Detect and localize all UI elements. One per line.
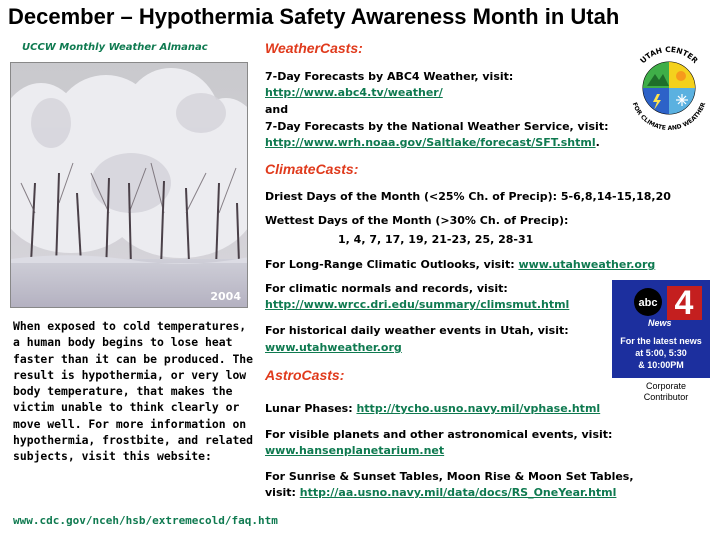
sunrise-text: For Sunrise & Sunset Tables, Moon Rise & Moon Set Tables, [265, 470, 634, 483]
astrocasts-heading: AstroCasts: [265, 367, 345, 383]
logo-bottom-text: FOR CLIMATE AND WEATHER [630, 101, 708, 132]
page-title: December – Hypothermia Safety Awareness Month in Utah [8, 4, 620, 29]
ad-line-3: & 10:00PM [638, 360, 684, 370]
sunrise-visit-text: visit: [265, 486, 296, 499]
wettest-days-text: Wettest Days of the Month (>30% Ch. of Precip): [265, 214, 569, 227]
lunar-line [265, 402, 600, 415]
hypothermia-text: When exposed to cold temperatures, a human body begins to lose heat faster than it can be produced. The result is hypothermia, or very low body temperature, that makes the victim unable to think clearly or move well. For more information on hypothermia, frostbite, and related subjects, visit this website: [13, 319, 254, 464]
normals-link[interactable]: http://www.wrcc.dri.edu/summary/climsmut.html [265, 298, 570, 311]
wettest-days-list: 1, 4, 7, 17, 19, 21-23, 25, 28-31 [338, 233, 534, 246]
driest-days-text: Driest Days of the Month (<25% Ch. of Precip): 5-6,8,14-15,18,20 [265, 190, 671, 203]
lunar-link[interactable]: http://tycho.usno.navy.mil/vphase.html [356, 402, 601, 415]
longrange-text: For Long-Range Climatic Outlooks, visit: [265, 258, 515, 271]
nws-link-line [265, 136, 600, 149]
nws-forecast-text: 7-Day Forecasts by the National Weather Service, visit: [265, 120, 609, 133]
corporate-contributor-label: Corporate Contributor [643, 381, 689, 402]
abc4-forecast-text: 7-Day Forecasts by ABC4 Weather, visit: [265, 70, 514, 83]
sunrise-link[interactable]: http://aa.usno.navy.mil/data/docs/RS_OneYear.html [299, 486, 617, 499]
cdc-link[interactable]: www.cdc.gov/nceh/hsb/extremecold/faq.htm [13, 514, 278, 527]
historical-link[interactable]: www.utahweather.org [265, 341, 402, 354]
nws-link[interactable]: http://www.wrh.noaa.gov/Saltlake/forecast/SFT.shtml [265, 136, 596, 149]
historical-text: For historical daily weather events in Utah, visit: [265, 324, 569, 337]
abc4-news-ad[interactable] [612, 280, 710, 378]
almanac-label: UCCW Monthly Weather Almanac [22, 42, 208, 53]
lunar-text: Lunar Phases: [265, 402, 353, 415]
planets-link[interactable]: www.hansenplanetarium.net [265, 444, 445, 457]
svg-text:abc: abc [638, 297, 658, 309]
ad-line-2: at 5:00, 5:30 [635, 348, 687, 358]
nws-period: . [595, 136, 600, 149]
sunrise-link-line [265, 486, 616, 499]
photo-year: 2004 [210, 290, 241, 303]
weathercasts-heading: WeatherCasts: [265, 40, 363, 56]
normals-text: For climatic normals and records, visit: [265, 282, 508, 295]
ad-line-1: For the latest news [620, 336, 702, 346]
and-text: and [265, 103, 289, 116]
climatecasts-heading: ClimateCasts: [265, 161, 359, 177]
sun-icon [676, 71, 686, 81]
abc4-link[interactable]: http://www.abc4.tv/weather/ [265, 86, 443, 99]
logo-top-text: UTAH CENTER [638, 44, 700, 66]
svg-text:4: 4 [674, 284, 694, 322]
utah-center-logo [625, 40, 713, 132]
planets-text: For visible planets and other astronomical events, visit: [265, 428, 613, 441]
snowy-trees-photo [10, 62, 248, 308]
longrange-line [265, 258, 655, 271]
ad-news-label: News [648, 318, 672, 328]
longrange-link[interactable]: www.utahweather.org [518, 258, 656, 271]
